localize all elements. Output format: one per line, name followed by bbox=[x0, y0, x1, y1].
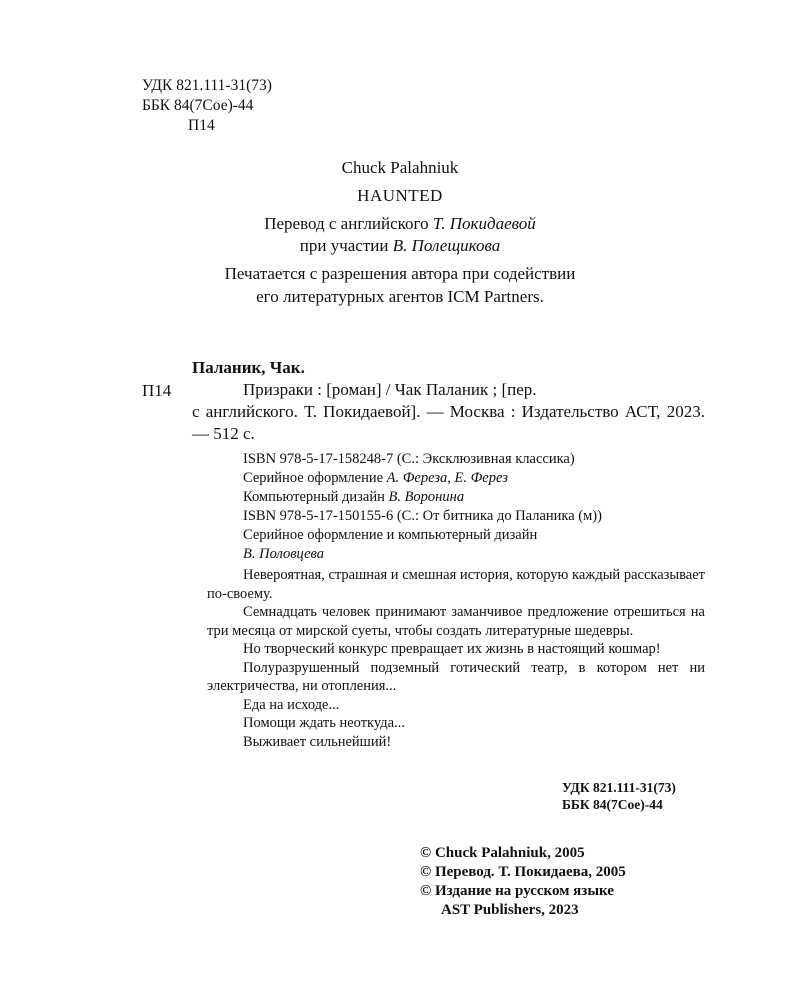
permission-line-1: Печатается с разрешения автора при содействии bbox=[224, 264, 576, 283]
copyright-line-2: © Перевод. Т. Покидаева, 2005 bbox=[420, 864, 626, 880]
participant-name: В. Полещикова bbox=[392, 236, 501, 255]
participation-prefix: при участии bbox=[299, 236, 389, 255]
annotation-paragraph: Выживает сильнейший! bbox=[243, 733, 392, 750]
copyright-block bbox=[420, 844, 626, 920]
design-line-3: Серийное оформление и компьютерный дизайн bbox=[243, 527, 538, 543]
bib-description-first: Призраки : [роман] / Чак Паланик ; [пер. bbox=[243, 380, 537, 399]
bib-author-heading: Паланик, Чак. bbox=[192, 358, 305, 377]
designer-names: В. Половцева bbox=[243, 546, 325, 562]
bbk-code-footer: ББК 84(7Сое)-44 bbox=[562, 797, 663, 812]
annotation-paragraph: Полуразрушенный подземный готический театр, в котором нет ни электричества, ни отопления... bbox=[207, 659, 705, 694]
design-line-4 bbox=[243, 545, 602, 564]
bib-code: П14 bbox=[142, 381, 172, 400]
copyright-line-4: AST Publishers, 2023 bbox=[441, 902, 579, 918]
design-label: Серийное оформление bbox=[243, 470, 384, 486]
design-label: Компьютерный дизайн bbox=[243, 489, 385, 505]
copyright-line-3: © Издание на русском языке bbox=[420, 883, 614, 899]
annotation-paragraph: Но творческий конкурс превращает их жизнь в настоящий кошмар! bbox=[243, 641, 661, 657]
udk-code: УДК 821.111-31(73) bbox=[142, 77, 272, 94]
copyright-line-1: © Chuck Palahniuk, 2005 bbox=[420, 845, 585, 861]
design-line-2 bbox=[243, 488, 602, 507]
permission-note bbox=[0, 262, 800, 308]
annotation-paragraph: Помощи ждать неоткуда... bbox=[243, 715, 405, 731]
isbn-line-2: ISBN 978-5-17-150155-6 (С.: От битника до Паланика (м)) bbox=[243, 508, 602, 524]
classification-footer bbox=[562, 779, 676, 813]
bib-description-rest: с английского. Т. Покидаевой]. — Москва : Издательство АСТ, 2023. — 512 с. bbox=[192, 402, 705, 443]
translation-prefix: Перевод с английского bbox=[264, 214, 429, 233]
isbn-line-1: ISBN 978-5-17-158248-7 (С.: Эксклюзивная классика) bbox=[243, 451, 575, 467]
design-line-1 bbox=[243, 469, 602, 488]
author-mark: П14 bbox=[188, 117, 215, 134]
designer-names: В. Воронина bbox=[388, 489, 465, 505]
translation-line-1 bbox=[0, 213, 800, 235]
annotation-paragraph: Невероятная, страшная и смешная история, которую каждый рассказывает по-своему. bbox=[207, 567, 705, 602]
original-title: HAUNTED bbox=[357, 186, 443, 205]
isbn-block bbox=[243, 450, 602, 564]
designer-names: А. Фереза, Е. Ферез bbox=[386, 470, 508, 486]
annotation-paragraph: Семнадцать человек принимают заманчивое предложение отрешиться на три месяца от мирской суеты, чтобы создать литературные шедевры. bbox=[207, 604, 705, 639]
annotation bbox=[207, 566, 705, 751]
annotation-paragraph: Еда на исходе... bbox=[243, 696, 340, 713]
bbk-code: ББК 84(7Сое)-44 bbox=[142, 97, 254, 114]
classification-block bbox=[142, 76, 272, 136]
translator-name: Т. Покидаевой bbox=[432, 214, 536, 233]
udk-code-footer: УДК 821.111-31(73) bbox=[562, 780, 676, 795]
bib-description bbox=[192, 379, 705, 445]
permission-line-2: его литературных агентов ICM Partners. bbox=[256, 287, 544, 306]
translation-credits bbox=[0, 213, 800, 257]
original-author: Chuck Palahniuk bbox=[341, 158, 459, 177]
translation-line-2 bbox=[0, 235, 800, 257]
